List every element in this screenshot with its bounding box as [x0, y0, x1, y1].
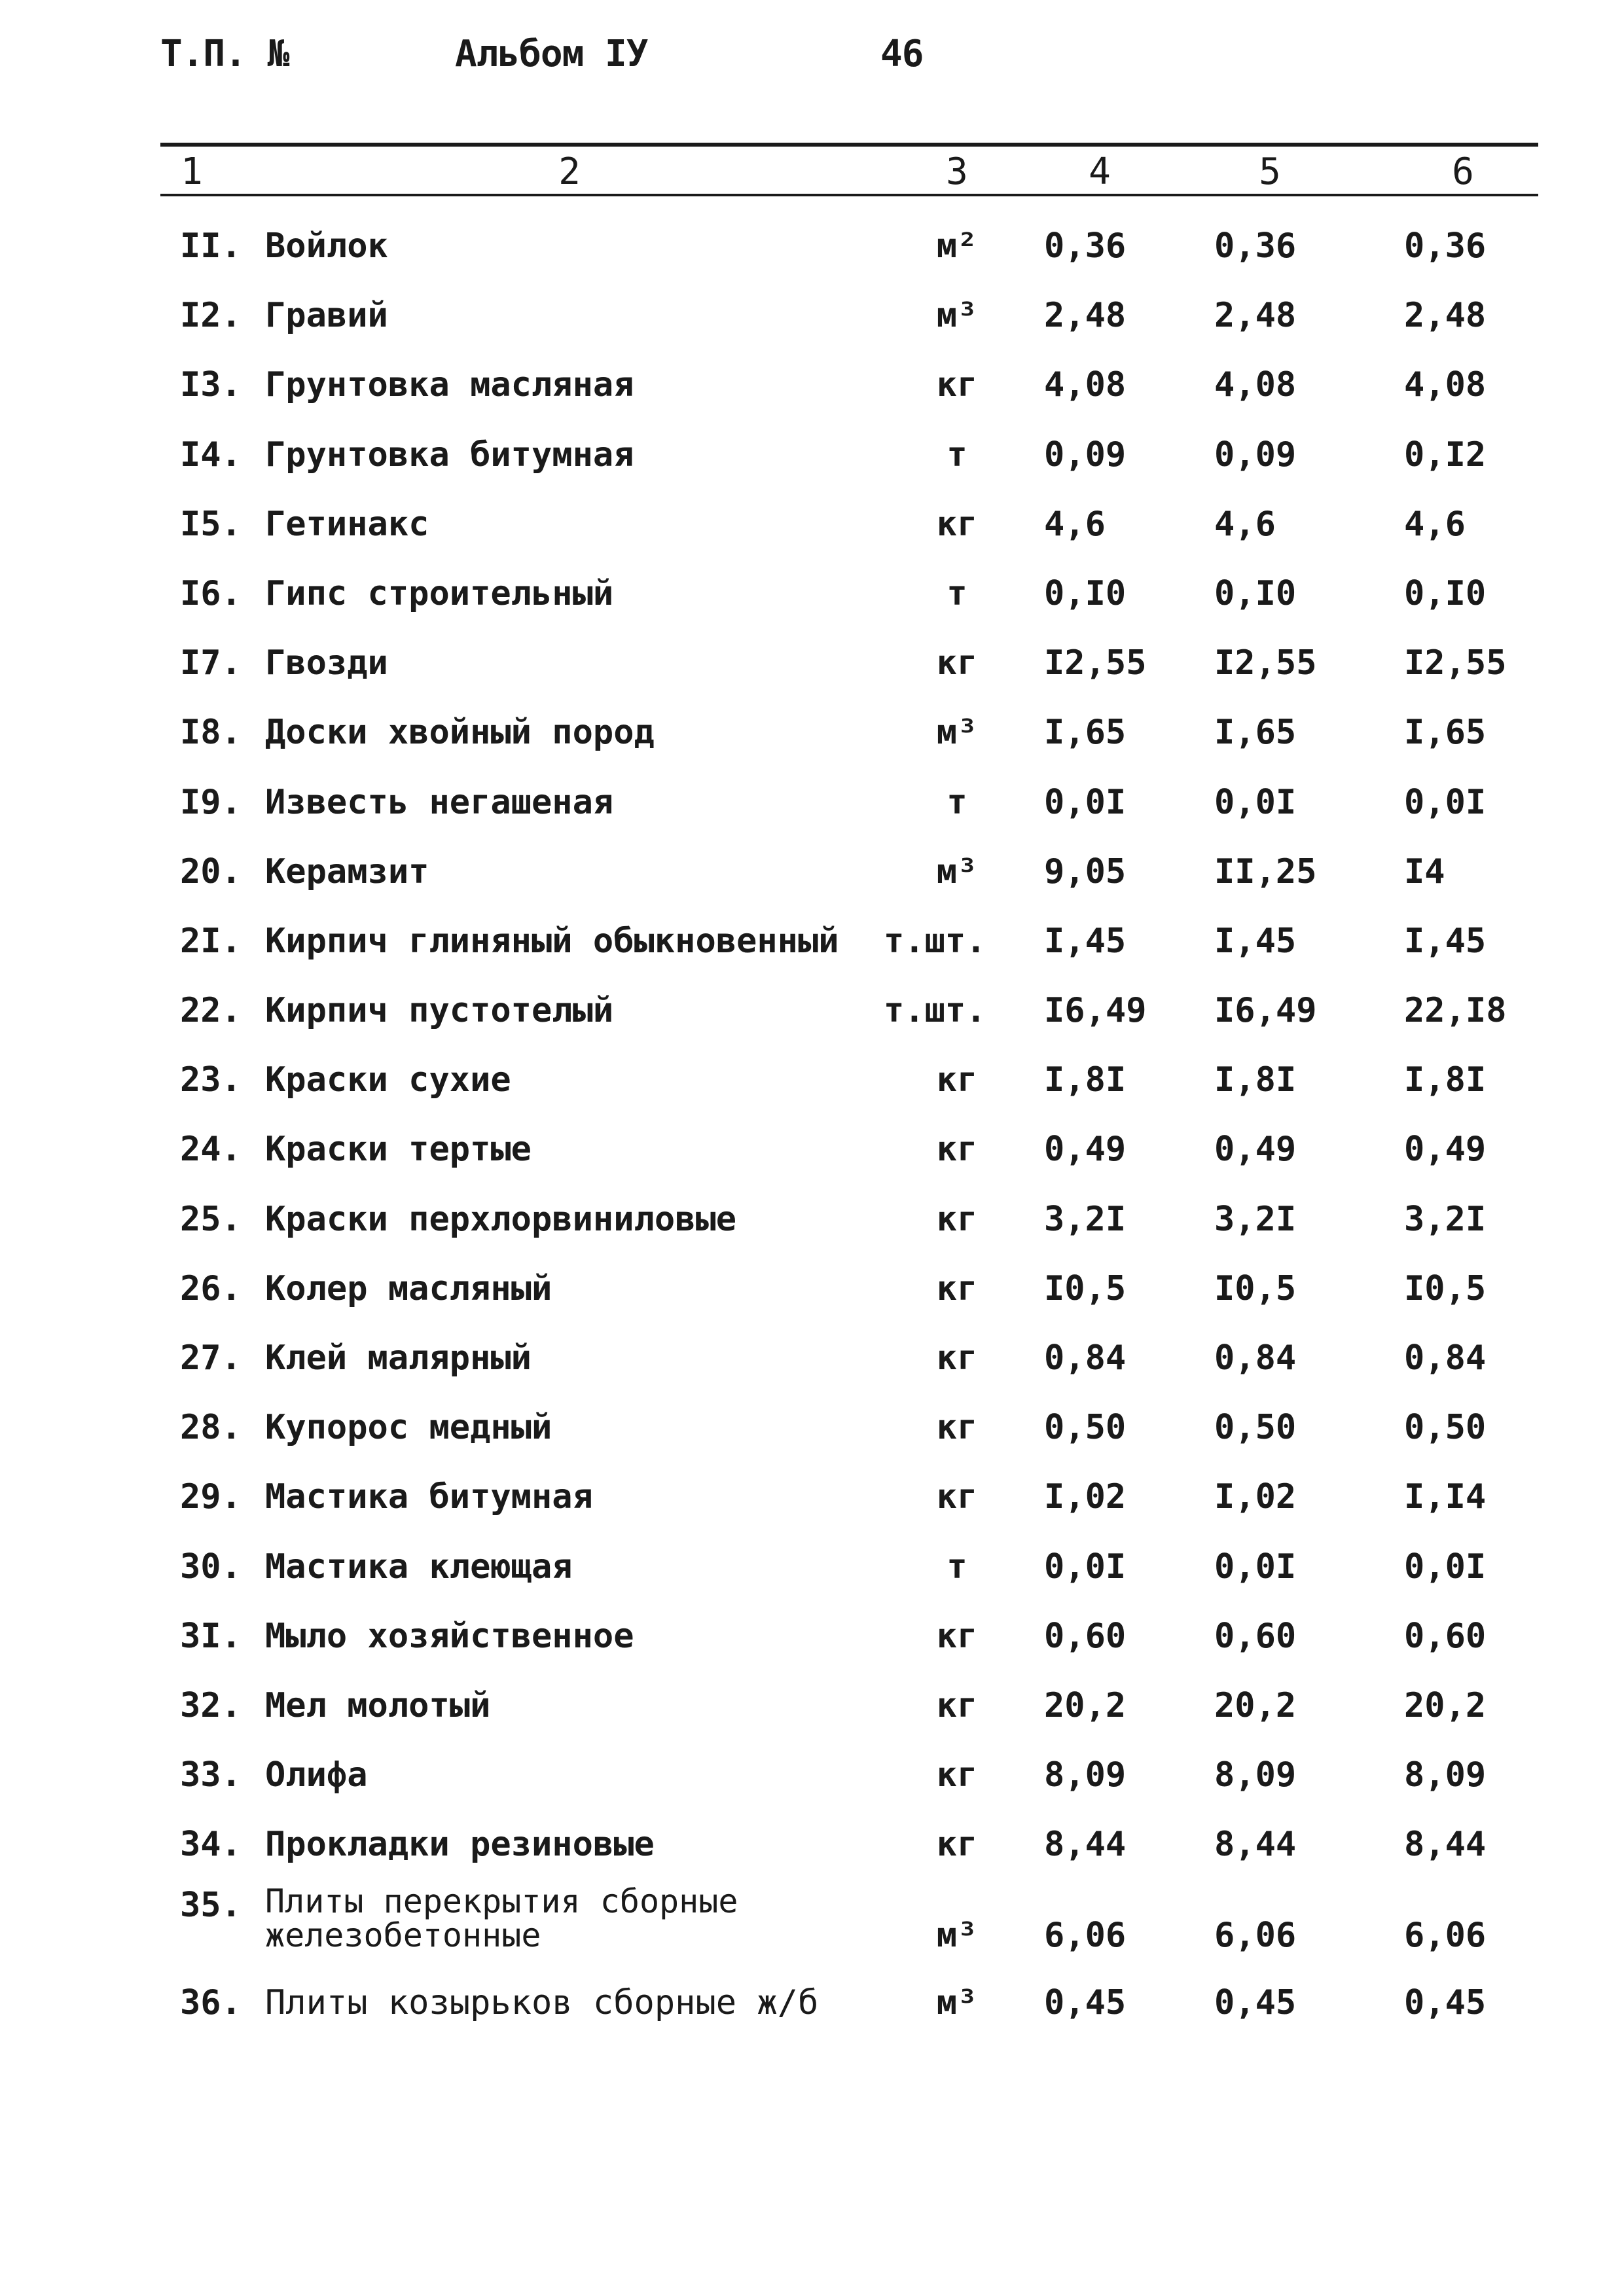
table-row	[0, 1745, 1624, 1814]
material-name: Гравий	[265, 296, 388, 336]
value-col6: 0,I2	[1404, 435, 1487, 475]
row-number: 26.	[180, 1268, 242, 1308]
project-number-label: Т.П. №	[160, 33, 289, 75]
value-col4: 0,49	[1044, 1130, 1127, 1170]
table-row	[0, 1050, 1624, 1119]
row-number: I2.	[180, 296, 242, 336]
table-row	[0, 564, 1624, 633]
material-name: Мастика битумная	[265, 1477, 593, 1517]
material-name: Гвозди	[265, 643, 388, 683]
value-col5: 0,I0	[1214, 573, 1297, 613]
material-name: Гетинакс	[265, 504, 429, 544]
table-top-rule	[160, 143, 1538, 147]
unit-cell: кг	[936, 1199, 978, 1239]
material-name-line: железобетонные	[265, 1916, 541, 1954]
value-col4: 4,6	[1044, 504, 1106, 544]
material-name: Войлок	[265, 226, 388, 266]
material-name-line: Плиты перекрытия сборные	[265, 1882, 738, 1920]
value-col6: 0,0I	[1404, 1547, 1487, 1587]
unit-cell: кг	[936, 365, 978, 405]
value-col6: I,I4	[1404, 1477, 1487, 1517]
value-col4: 0,60	[1044, 1616, 1127, 1656]
value-col5: 0,84	[1214, 1338, 1297, 1378]
row-number: 23.	[180, 1060, 242, 1100]
unit-cell: кг	[936, 643, 978, 683]
value-col5: I,45	[1214, 921, 1297, 961]
unit-cell: м³	[936, 852, 978, 891]
material-name: Купорос медный	[265, 1408, 552, 1448]
value-col4: I,02	[1044, 1477, 1127, 1517]
unit-cell: т.шт.	[884, 921, 986, 961]
table-row	[0, 842, 1624, 911]
table-row	[0, 1189, 1624, 1259]
value-col4: I,45	[1044, 921, 1127, 961]
value-col4: I2,55	[1044, 643, 1147, 683]
row-number: 27.	[180, 1338, 242, 1378]
value-col6: 22,I8	[1404, 991, 1507, 1031]
value-col4: 3,2I	[1044, 1199, 1127, 1239]
value-col6: 0,45	[1404, 1982, 1487, 2022]
row-number: I7.	[180, 643, 242, 683]
table-row	[0, 1973, 1624, 2042]
value-col6: 0,49	[1404, 1130, 1487, 1170]
value-col5: 0,0I	[1214, 782, 1297, 822]
unit-cell: кг	[936, 1477, 978, 1517]
unit-cell: кг	[936, 1060, 978, 1100]
value-col6: 0,36	[1404, 226, 1487, 266]
value-col6: 8,44	[1404, 1825, 1487, 1865]
unit-cell: кг	[936, 504, 978, 544]
unit-cell: кг	[936, 1130, 978, 1170]
value-col5: 0,45	[1214, 1982, 1297, 2022]
value-col4: I,65	[1044, 713, 1127, 753]
unit-cell: кг	[936, 1685, 978, 1725]
material-name: Грунтовка битумная	[265, 435, 634, 475]
value-col6: I,65	[1404, 713, 1487, 753]
value-col4: 0,0I	[1044, 1547, 1127, 1587]
row-number: 34.	[180, 1825, 242, 1865]
table-row	[0, 1814, 1624, 1884]
row-number: 2I.	[180, 921, 242, 961]
value-col6: 3,2I	[1404, 1199, 1487, 1239]
unit-cell: т	[947, 573, 967, 613]
value-col5: I0,5	[1214, 1268, 1297, 1308]
value-col6: I,8I	[1404, 1060, 1487, 1100]
unit-cell: м³	[936, 713, 978, 753]
value-col4: 0,I0	[1044, 573, 1127, 613]
value-col6: 0,60	[1404, 1616, 1487, 1656]
value-col6: 0,I0	[1404, 573, 1487, 613]
material-name: Прокладки резиновые	[265, 1825, 655, 1865]
table-row	[0, 702, 1624, 772]
value-col5: 20,2	[1214, 1685, 1297, 1725]
value-col4: 4,08	[1044, 365, 1127, 405]
table-row	[0, 1676, 1624, 1745]
value-col6: 4,08	[1404, 365, 1487, 405]
column-number: 3	[946, 151, 968, 193]
unit-cell: т	[947, 435, 967, 475]
value-col6: I2,55	[1404, 643, 1507, 683]
row-number: 28.	[180, 1408, 242, 1448]
value-col4: 9,05	[1044, 852, 1127, 891]
value-col6: 2,48	[1404, 296, 1487, 336]
value-col6: 0,50	[1404, 1408, 1487, 1448]
value-col5: 8,44	[1214, 1825, 1297, 1865]
value-col4: 6,06	[1044, 1915, 1127, 1955]
unit-cell: т	[947, 1547, 967, 1587]
row-number: 20.	[180, 852, 242, 891]
row-number: 3I.	[180, 1616, 242, 1656]
value-col4: 8,44	[1044, 1825, 1127, 1865]
value-col5: I,8I	[1214, 1060, 1297, 1100]
unit-cell: кг	[936, 1616, 978, 1656]
value-col5: 0,0I	[1214, 1547, 1297, 1587]
unit-cell: м²	[936, 226, 978, 266]
material-name: Известь негашеная	[265, 782, 614, 822]
material-name: Клей малярный	[265, 1338, 532, 1378]
material-name: Гипс строительный	[265, 573, 614, 613]
row-number: 24.	[180, 1130, 242, 1170]
value-col5: 4,6	[1214, 504, 1276, 544]
material-name: Краски тертые	[265, 1130, 532, 1170]
table-row	[0, 425, 1624, 494]
row-number: 33.	[180, 1755, 242, 1795]
value-col6: 0,0I	[1404, 782, 1487, 822]
value-col5: 6,06	[1214, 1915, 1297, 1955]
material-name: Грунтовка масляная	[265, 365, 634, 405]
value-col6: 4,6	[1404, 504, 1466, 544]
value-col4: 0,36	[1044, 226, 1127, 266]
unit-cell: м³	[936, 296, 978, 336]
material-name: Мыло хозяйственное	[265, 1616, 634, 1656]
row-number: I6.	[180, 573, 242, 613]
row-number: 29.	[180, 1477, 242, 1517]
table-row	[0, 494, 1624, 564]
unit-cell: кг	[936, 1338, 978, 1378]
row-number: 35.	[180, 1885, 242, 1925]
material-name	[265, 1884, 738, 1952]
unit-cell: м³	[936, 1915, 978, 1955]
material-name: Мастика клеющая	[265, 1547, 573, 1587]
value-col6: I,45	[1404, 921, 1487, 961]
value-col6: I4	[1404, 852, 1445, 891]
value-col4: 8,09	[1044, 1755, 1127, 1795]
material-name: Мел молотый	[265, 1685, 491, 1725]
value-col5: 4,08	[1214, 365, 1297, 405]
album-label: Альбом IУ	[455, 33, 648, 75]
table-row	[0, 1328, 1624, 1397]
row-number: 32.	[180, 1685, 242, 1725]
column-number: 1	[181, 151, 203, 193]
value-col6: 20,2	[1404, 1685, 1487, 1725]
value-col5: I2,55	[1214, 643, 1317, 683]
table-row	[0, 285, 1624, 355]
unit-cell: кг	[936, 1755, 978, 1795]
value-col6: I0,5	[1404, 1268, 1487, 1308]
value-col6: 0,84	[1404, 1338, 1487, 1378]
value-col5: I,02	[1214, 1477, 1297, 1517]
table-row	[0, 1259, 1624, 1328]
value-col4: 0,84	[1044, 1338, 1127, 1378]
value-col4: 2,48	[1044, 296, 1127, 336]
table-row	[0, 980, 1624, 1050]
value-col4: 20,2	[1044, 1685, 1127, 1725]
column-number: 6	[1452, 151, 1474, 193]
row-number: 22.	[180, 991, 242, 1031]
value-col5: 2,48	[1214, 296, 1297, 336]
materials-table	[0, 216, 1624, 2042]
row-number: I3.	[180, 365, 242, 405]
value-col4: I6,49	[1044, 991, 1147, 1031]
row-number: I4.	[180, 435, 242, 475]
value-col6: 8,09	[1404, 1755, 1487, 1795]
row-number: 30.	[180, 1547, 242, 1587]
value-col5: 8,09	[1214, 1755, 1297, 1795]
value-col6: 6,06	[1404, 1915, 1487, 1955]
material-name: Керамзит	[265, 852, 429, 891]
row-number: I9.	[180, 782, 242, 822]
material-name: Кирпич пустотелый	[265, 991, 614, 1031]
unit-cell: кг	[936, 1825, 978, 1865]
row-number: I8.	[180, 713, 242, 753]
column-number-row	[0, 151, 1624, 194]
material-name: Кирпич глиняный обыкновенный	[265, 921, 839, 961]
value-col4: I0,5	[1044, 1268, 1127, 1308]
material-name: Краски сухие	[265, 1060, 511, 1100]
table-row	[0, 1606, 1624, 1676]
value-col5: 0,49	[1214, 1130, 1297, 1170]
column-number: 4	[1089, 151, 1111, 193]
row-number: 36.	[180, 1982, 242, 2022]
table-row	[0, 1119, 1624, 1189]
table-row	[0, 216, 1624, 285]
value-col5: II,25	[1214, 852, 1317, 891]
material-name: Олифа	[265, 1755, 368, 1795]
column-number: 2	[558, 151, 581, 193]
unit-cell: кг	[936, 1408, 978, 1448]
table-header-rule	[160, 194, 1538, 196]
unit-cell: т.шт.	[884, 991, 986, 1031]
value-col5: 0,60	[1214, 1616, 1297, 1656]
unit-cell: м³	[936, 1982, 978, 2022]
table-row	[0, 1537, 1624, 1606]
table-row	[0, 355, 1624, 424]
material-name: Краски перхлорвиниловые	[265, 1199, 737, 1239]
value-col4: 0,50	[1044, 1408, 1127, 1448]
table-row	[0, 911, 1624, 980]
row-number: II.	[180, 226, 242, 266]
table-row	[0, 772, 1624, 842]
value-col5: I6,49	[1214, 991, 1317, 1031]
value-col5: 0,09	[1214, 435, 1297, 475]
table-row	[0, 1397, 1624, 1467]
value-col4: I,8I	[1044, 1060, 1127, 1100]
unit-cell: т	[947, 782, 967, 822]
row-number: 25.	[180, 1199, 242, 1239]
value-col5: I,65	[1214, 713, 1297, 753]
material-name: Колер масляный	[265, 1268, 552, 1308]
row-number: I5.	[180, 504, 242, 544]
value-col4: 0,09	[1044, 435, 1127, 475]
value-col5: 0,36	[1214, 226, 1297, 266]
table-row	[0, 633, 1624, 702]
column-number: 5	[1259, 151, 1281, 193]
table-row	[0, 1884, 1624, 1973]
value-col4: 0,0I	[1044, 782, 1127, 822]
value-col4: 0,45	[1044, 1982, 1127, 2022]
page-number: 46	[880, 33, 924, 75]
value-col5: 3,2I	[1214, 1199, 1297, 1239]
table-row	[0, 1467, 1624, 1536]
unit-cell: кг	[936, 1268, 978, 1308]
material-name: Доски хвойный пород	[265, 713, 655, 753]
value-col5: 0,50	[1214, 1408, 1297, 1448]
material-name: Плиты козырьков сборные ж/б	[265, 1982, 819, 2022]
